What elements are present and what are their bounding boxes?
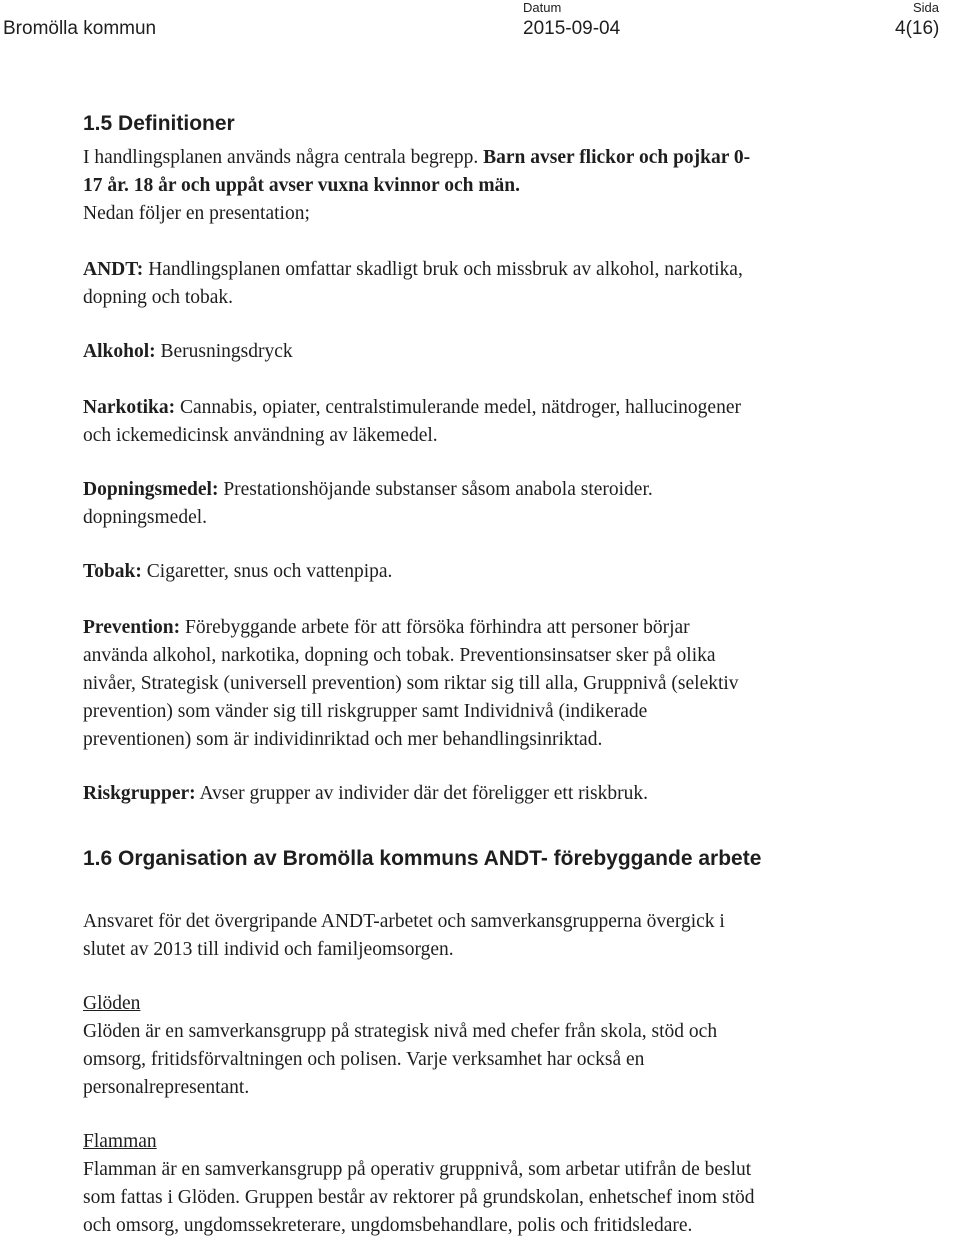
responsibility-line-1: Ansvaret för det övergripande ANDT-arbetet och samverkansgrupperna övergick i [83,911,725,932]
flamman-section [83,1128,754,1240]
prevention-line-3: nivåer, Strategisk (universell prevention) som riktar sig till alla, Gruppnivå (selektiv [83,673,739,694]
organization-name: Bromölla kommun [3,18,157,39]
alkohol-text: Berusningsdryck [155,341,293,362]
intro-bold-text: Barn avser flickor och pojkar 0- [483,147,751,168]
flamman-title: Flamman [83,1131,157,1152]
andt-line-1 [83,256,743,284]
intro-line-1 [83,144,750,172]
dopning-term: Dopningsmedel: [83,479,219,500]
page-number: 4(16) [895,18,940,39]
intro-line-3: Nedan följer en presentation; [83,203,310,224]
document-date: 2015-09-04 [523,18,621,39]
tobak-text: Cigaretter, snus och vattenpipa. [141,561,393,582]
alkohol-definition [83,338,293,366]
andt-text: Handlingsplanen omfattar skadligt bruk och missbruk av alkohol, narkotika, [143,259,743,280]
prevention-line-2: använda alkohol, narkotika, dopning och tobak. Preventionsinsatser sker på olika [83,645,716,666]
section-heading-definitions: 1.5 Definitioner [83,112,235,135]
andt-term: ANDT: [83,259,144,280]
date-label: Datum [523,0,562,15]
prevention-definition [83,614,739,754]
prevention-line-4: prevention) som vänder sig till riskgrupper samt Individnivå (indikerade [83,701,648,722]
dopning-definition [83,476,653,532]
narkotika-line-1 [83,394,741,422]
narkotika-definition [83,394,741,450]
flamman-line-1: Flamman är en samverkansgrupp på operativ gruppnivå, som arbetar utifrån de beslut [83,1159,752,1180]
page-label: Sida [913,0,940,15]
intro-text: I handlingsplanen används några centrala begrepp. [83,147,484,168]
prevention-line-1 [83,614,739,642]
riskgrupper-text: Avser grupper av individer där det föreligger ett riskbruk. [195,783,649,804]
responsibility-line-2: slutet av 2013 till individ och familjeomsorgen. [83,939,454,960]
intro-paragraph [83,144,750,228]
intro-line-2 [83,172,750,200]
tobak-definition [83,558,392,586]
narkotika-term: Narkotika: [83,397,176,418]
responsibility-paragraph [83,908,725,964]
gloden-line-2: omsorg, fritidsförvaltningen och polisen. Varje verksamhet har också en [83,1049,645,1070]
dopning-line-2: dopningsmedel. [83,507,208,528]
prevention-text: Förebyggande arbete för att försöka förhindra att personer börjar [180,617,690,638]
andt-definition [83,256,743,312]
intro-bold-line: 17 år. 18 år och uppåt avser vuxna kvinnor och män. [83,175,521,196]
dopning-line-1 [83,476,653,504]
prevention-term: Prevention: [83,617,181,638]
narkotika-line-2: och ickemedicinsk användning av läkemedel. [83,425,438,446]
alkohol-term: Alkohol: [83,341,156,362]
dopning-text: Prestationshöjande substanser såsom anabola steroider. [218,479,653,500]
gloden-line-3: personalrepresentant. [83,1077,250,1098]
tobak-term: Tobak: [83,561,142,582]
gloden-line-1: Glöden är en samverkansgrupp på strategisk nivå med chefer från skola, stöd och [83,1021,718,1042]
riskgrupper-term: Riskgrupper: [83,783,196,804]
riskgrupper-definition [83,780,648,808]
narkotika-text: Cannabis, opiater, centralstimulerande medel, nätdroger, hallucinogener [175,397,741,418]
gloden-section [83,990,717,1102]
gloden-title: Glöden [83,993,141,1014]
andt-line-2: dopning och tobak. [83,287,234,308]
prevention-line-5: preventionen) som är individinriktad och mer behandlingsinriktad. [83,729,603,750]
flamman-line-2: som fattas i Glöden. Gruppen består av rektorer på grundskolan, enhetschef inom stöd [83,1187,755,1208]
section-heading-organisation: 1.6 Organisation av Bromölla kommuns ANDT- förebyggande arbete [83,847,762,870]
flamman-line-3: och omsorg, ungdomssekreterare, ungdomsbehandlare, polis och fritidsledare. [83,1215,693,1236]
